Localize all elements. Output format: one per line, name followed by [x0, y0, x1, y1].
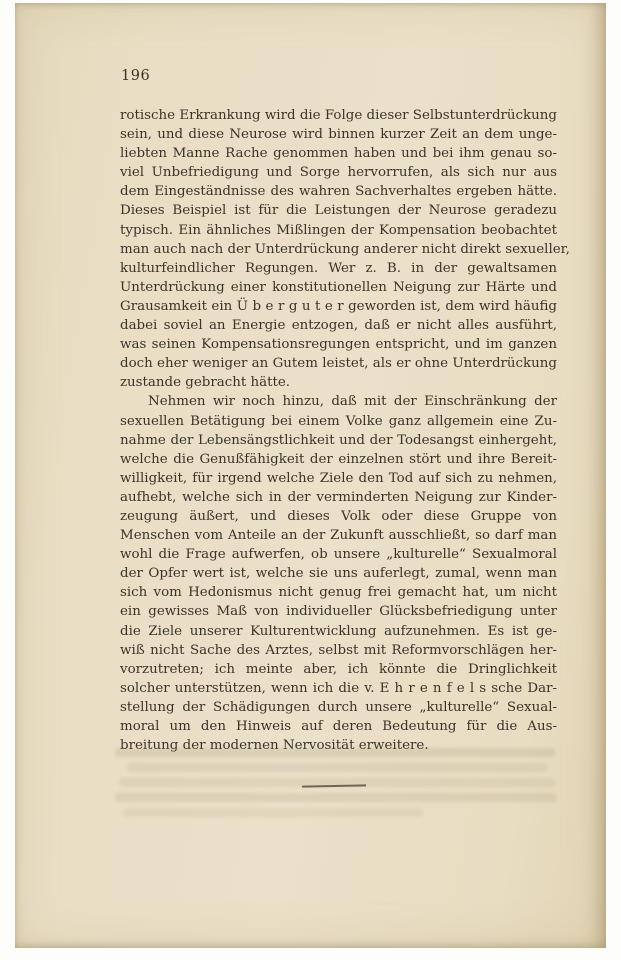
text-line: dabei soviel an Energie entzogen, daß er nicht alles ausführt, [120, 318, 557, 334]
text-line: nahme der Lebensängstlichkeit und der Todesangst einhergeht, [120, 432, 557, 448]
text-line: zustande gebracht hätte. [120, 375, 291, 391]
text-line: wiß nicht Sache des Arztes, selbst mit Reformvorschlägen her- [120, 642, 557, 658]
text-line: Menschen vom Anteile an der Zukunft ausschließt, so darf man [120, 528, 557, 544]
paragraph [120, 106, 570, 392]
text-line: typisch. Ein ähnliches Mißlingen der Kompensation beobachtet [120, 222, 557, 238]
text-line: breitung der modernen Nervosität erweitere. [120, 738, 429, 754]
text-line: ein gewisses Maß von individueller Glücksbefriedigung unter [120, 604, 557, 620]
text-line: stellung der Schädigungen durch unsere „kulturelle“ Sexual- [120, 699, 557, 715]
text-line: der Opfer wert ist, welche sie uns auferlegt, zumal, wenn man [120, 566, 557, 582]
text-line: doch eher weniger an Gutem leistet, als er ohne Unterdrückung [120, 356, 557, 372]
text-line: was seinen Kompensationsregungen entspricht, und im ganzen [120, 337, 557, 353]
text-line: sexuellen Betätigung bei einem Volke ganz allgemein eine Zu- [120, 413, 557, 429]
text-line: Grausamkeit ein Ü b e r g u t e r geworden ist, dem wird häufig [120, 298, 557, 314]
text-line: man auch nach der Unterdrückung anderer nicht direkt sexueller, [120, 241, 570, 257]
text-line: welche die Genußfähigkeit der einzelnen stört und ihre Bereit- [120, 451, 557, 467]
text-line: willigkeit, für irgend welche Ziele den Tod auf sich zu nehmen, [120, 470, 557, 486]
showthrough-smudge [115, 793, 557, 802]
text-line: liebten Manne Rache genommen haben und bei ihm genau so- [120, 146, 557, 162]
text-line: moral um den Hinweis auf deren Bedeutung für die Aus- [120, 719, 557, 734]
paragraph [120, 392, 557, 755]
text-line: sein, und diese Neurose wird binnen kurzer Zeit an dem unge- [120, 127, 557, 143]
text-line: die Ziele unserer Kulturentwicklung aufzunehmen. Es ist ge- [120, 623, 557, 639]
text-line: vorzutreten; ich meinte aber, ich könnte die Dringlichkeit [120, 661, 557, 677]
text-line: Dieses Beispiel ist für die Leistungen der Neurose geradezu [120, 203, 557, 219]
text-line: solcher unterstützen, wenn ich die v. E h r e n f e l s sche Dar- [120, 680, 557, 696]
text-line: viel Unbefriedigung und Sorge hervorrufen, als sich nur aus [120, 165, 557, 181]
text-line: kulturfeindlicher Regungen. Wer z. B. in der gewaltsamen [120, 260, 557, 276]
text-line: dem Eingeständnisse des wahren Sachverhaltes ergeben hätte. [120, 184, 557, 200]
text-line: sich vom Hedonismus nicht genug frei gemacht hat, um nicht [120, 585, 557, 601]
page-number: 196 [121, 68, 151, 84]
text-line: aufhebt, welche sich in der verminderten Neigung zur Kinder- [120, 489, 557, 505]
text-line: zeugung äußert, und dieses Volk oder diese Gruppe von [120, 508, 557, 524]
showthrough-smudge [127, 763, 547, 772]
text-block [120, 106, 570, 755]
showthrough-smudge [123, 808, 423, 817]
text-line: Nehmen wir noch hinzu, daß mit der Einschränkung der [148, 394, 557, 410]
text-line: rotische Erkrankung wird die Folge dieser Selbstunterdrückung [120, 108, 557, 123]
section-divider-rule [302, 784, 366, 787]
text-line: Unterdrückung einer konstitutionellen Neigung zur Härte und [120, 279, 557, 295]
text-line: wohl die Frage aufwerfen, ob unsere „kulturelle“ Sexualmoral [120, 547, 557, 563]
paper-sheet [15, 3, 606, 948]
